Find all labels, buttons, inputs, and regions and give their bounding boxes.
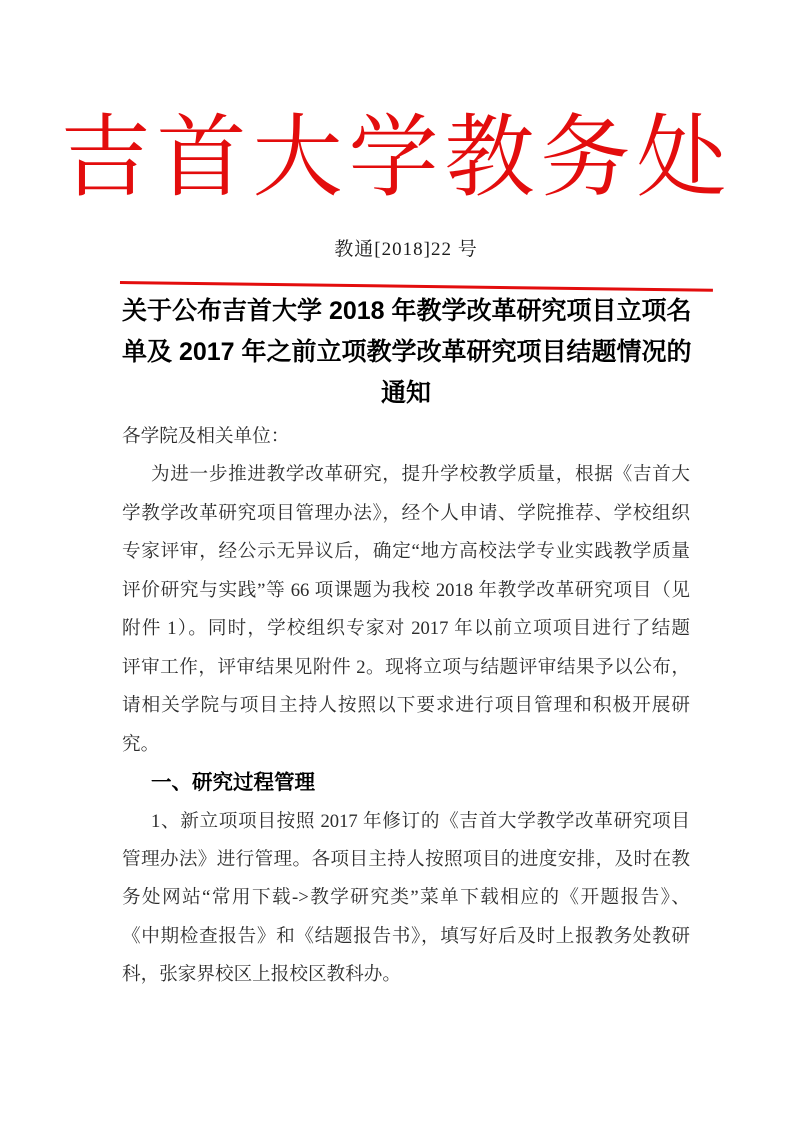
notice-title-line: 通知 [380, 379, 431, 407]
salutation-line: 各学院及相关单位： [122, 426, 290, 447]
notice-title [122, 291, 690, 414]
body-text-line: 请相关学院与项目主持人按照以下要求进行项目管理和积极开展研 [122, 695, 690, 717]
body-text-line: 评审工作，评审结果见附件 2。现将立项与结题评审结果予以公布， [122, 656, 690, 678]
agency-name: 吉首大学教务处 [60, 109, 733, 208]
body-text-line: 务处网站“常用下载->教学研究类”菜单下载相应的《开题报告》、 [122, 887, 690, 909]
body-text-line: 《中期检查报告》和《结题报告书》，填写好后及时上报教务处教研 [122, 925, 690, 947]
notice-title-line: 单及 2017 年之前立项教学改革研究项目结题情况的 [122, 338, 692, 366]
body-text-line: 附件 1）。同时，学校组织专家对 2017 年以前立项项目进行了结题 [122, 618, 690, 640]
body-text-line: 管理办法》进行管理。各项目主持人按照项目的进度安排，及时在教 [122, 848, 690, 870]
body-text-line: 为进一步推进教学改革研究，提升学校教学质量，根据《吉首大 [151, 464, 690, 486]
body-text-line: 1、新立项项目按照 2017 年修订的《吉首大学教学改革研究项目 [151, 810, 690, 832]
body-text-line: 评价研究与实践”等 66 项课题为我校 2018 年教学改革研究项目（见 [122, 579, 690, 601]
notice-body [122, 418, 690, 995]
document-number: 教通[2018]22 号 [334, 239, 478, 260]
body-text-line: 科，张家界校区上报校区教科办。 [122, 964, 401, 986]
body-text-line: 学教学改革研究项目管理办法》，经个人申请、学院推荐、学校组织 [122, 502, 690, 524]
body-text-line: 究。 [122, 733, 160, 755]
body-text-line: 专家评审，经公示无异议后，确定“地方高校法学专业实践教学质量 [122, 541, 690, 563]
notice-title-line: 关于公布吉首大学 2018 年教学改革研究项目立项名 [122, 297, 692, 325]
section-heading: 一、研究过程管理 [151, 771, 315, 795]
